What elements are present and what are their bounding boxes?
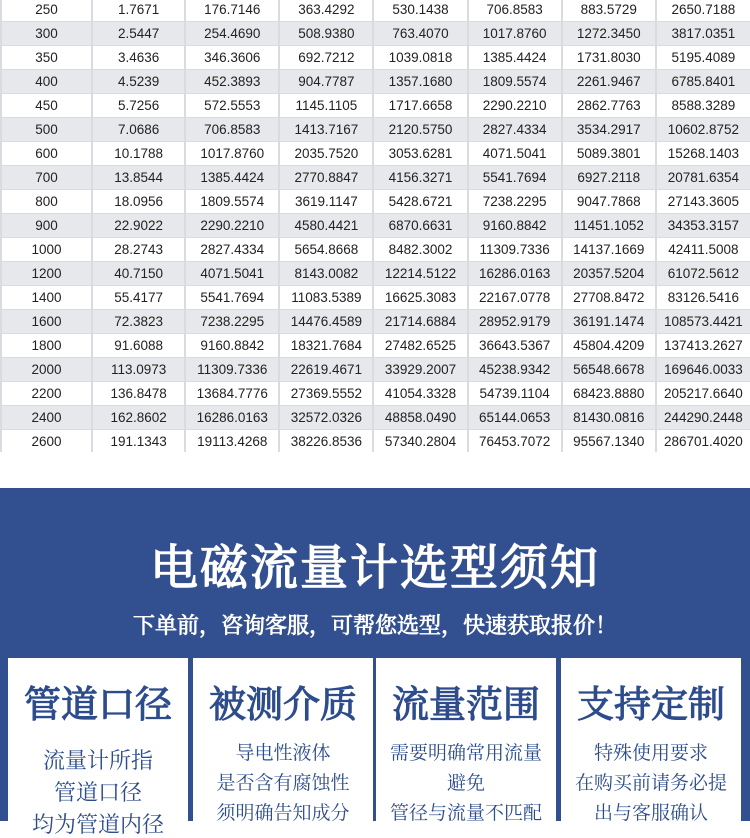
card-line: 管径与流量不匹配	[389, 802, 542, 824]
table-cell: 76453.7072	[469, 430, 561, 453]
table-cell: 54739.1104	[469, 382, 561, 405]
table-cell: 42411.5008	[657, 238, 750, 261]
table-cell: 3619.1147	[280, 190, 372, 213]
table-cell: 13.8544	[93, 166, 184, 189]
diameter-cell: 2400	[2, 406, 91, 429]
card-text	[561, 738, 741, 828]
table-row	[2, 94, 750, 117]
table-cell: 4071.5041	[469, 142, 561, 165]
table-cell: 3.4636	[93, 46, 184, 69]
table-cell: 2290.2210	[469, 94, 561, 117]
table-cell: 176.7146	[186, 0, 278, 21]
card-line: 是否含有腐蚀性	[216, 772, 350, 794]
card-measured-medium	[193, 658, 373, 838]
table-row	[2, 382, 750, 405]
table-cell: 1731.8030	[563, 46, 655, 69]
table-row	[2, 46, 750, 69]
table-cell: 48858.0490	[374, 406, 466, 429]
table-cell: 83126.5416	[657, 286, 750, 309]
card-line: 需要明确常用流量	[389, 742, 542, 764]
table-cell: 28952.9179	[469, 310, 561, 333]
diameter-cell: 1600	[2, 310, 91, 333]
card-customization	[561, 658, 741, 838]
table-cell: 5089.3801	[563, 142, 655, 165]
table-cell: 45238.9342	[469, 358, 561, 381]
diameter-cell: 2600	[2, 430, 91, 453]
table-cell: 572.5553	[186, 94, 278, 117]
table-cell: 36191.1474	[563, 310, 655, 333]
table-row	[2, 70, 750, 93]
table-row	[2, 310, 750, 333]
table-cell: 2261.9467	[563, 70, 655, 93]
table-cell: 9160.8842	[186, 334, 278, 357]
table-cell: 205217.6640	[657, 382, 750, 405]
card-line: 须明确告知成分	[216, 802, 350, 824]
table-row	[2, 214, 750, 237]
table-cell: 108573.4421	[657, 310, 750, 333]
table-row	[2, 334, 750, 357]
table-cell: 36643.5367	[469, 334, 561, 357]
table-cell: 2035.7520	[280, 142, 372, 165]
table-cell: 113.0973	[93, 358, 184, 381]
card-line: 在购买前请务必提	[574, 772, 727, 794]
table-cell: 2827.4334	[469, 118, 561, 141]
table-cell: 286701.4020	[657, 430, 750, 453]
table-cell: 5428.6721	[374, 190, 466, 213]
diameter-cell: 400	[2, 70, 91, 93]
table-cell: 1809.5574	[469, 70, 561, 93]
diameter-cell: 450	[2, 94, 91, 117]
diameter-cell: 300	[2, 22, 91, 45]
table-cell: 137413.2627	[657, 334, 750, 357]
card-title: 流量范围	[392, 683, 540, 726]
table-cell: 14476.4589	[280, 310, 372, 333]
table-cell: 162.8602	[93, 406, 184, 429]
table-cell: 27708.8472	[563, 286, 655, 309]
table-cell: 4580.4421	[280, 214, 372, 237]
table-cell: 1272.3450	[563, 22, 655, 45]
table-row	[2, 430, 750, 453]
table-cell: 22619.4671	[280, 358, 372, 381]
table-cell: 11309.7336	[186, 358, 278, 381]
table-cell: 8588.3289	[657, 94, 750, 117]
table-cell: 191.1343	[93, 430, 184, 453]
table-cell: 28.2743	[93, 238, 184, 261]
table-cell: 3534.2917	[563, 118, 655, 141]
table-cell: 18321.7684	[280, 334, 372, 357]
diameter-cell: 1000	[2, 238, 91, 261]
diameter-cell: 1200	[2, 262, 91, 285]
table-cell: 40.7150	[93, 262, 184, 285]
table-cell: 7238.2295	[469, 190, 561, 213]
table-row	[2, 166, 750, 189]
diameter-cell: 250	[2, 0, 91, 21]
table-cell: 95567.1340	[563, 430, 655, 453]
table-cell: 883.5729	[563, 0, 655, 21]
table-cell: 4156.3271	[374, 166, 466, 189]
table-cell: 81430.0816	[563, 406, 655, 429]
diameter-cell: 2000	[2, 358, 91, 381]
table-cell: 254.4690	[186, 22, 278, 45]
table-cell: 1017.8760	[186, 142, 278, 165]
table-cell: 1039.0818	[374, 46, 466, 69]
card-line: 管道口径	[53, 781, 142, 806]
table-cell: 904.7787	[280, 70, 372, 93]
diameter-cell: 600	[2, 142, 91, 165]
table-cell: 9160.8842	[469, 214, 561, 237]
table-cell: 15268.1403	[657, 142, 750, 165]
table-cell: 763.4070	[374, 22, 466, 45]
table-cell: 22.9022	[93, 214, 184, 237]
diameter-cell: 800	[2, 190, 91, 213]
card-flow-range	[376, 658, 556, 838]
table-cell: 2.5447	[93, 22, 184, 45]
table-cell: 13684.7776	[186, 382, 278, 405]
table-cell: 2290.2210	[186, 214, 278, 237]
diameter-cell: 1400	[2, 286, 91, 309]
table-cell: 2827.4334	[186, 238, 278, 261]
table-cell: 56548.6678	[563, 358, 655, 381]
table-cell: 136.8478	[93, 382, 184, 405]
diameter-cell: 500	[2, 118, 91, 141]
table-cell: 1809.5574	[186, 190, 278, 213]
table-row	[2, 406, 750, 429]
table-row	[2, 238, 750, 261]
table-cell: 20781.6354	[657, 166, 750, 189]
card-text	[8, 746, 188, 838]
table-cell: 530.1438	[374, 0, 466, 21]
table-cell: 169646.0033	[657, 358, 750, 381]
table-cell: 1413.7167	[280, 118, 372, 141]
table-cell: 363.4292	[280, 0, 372, 21]
table-cell: 5.7256	[93, 94, 184, 117]
table-cell: 10602.8752	[657, 118, 750, 141]
table-cell: 19113.4268	[186, 430, 278, 453]
card-line: 导电性液体	[235, 742, 331, 764]
table-cell: 57340.2804	[374, 430, 466, 453]
table-row	[2, 190, 750, 213]
table-cell: 27482.6525	[374, 334, 466, 357]
table-cell: 55.4177	[93, 286, 184, 309]
banner-title: 电磁流量计选型须知	[149, 540, 600, 596]
table-row	[2, 142, 750, 165]
card-title: 被测介质	[209, 683, 357, 726]
diameter-cell: 350	[2, 46, 91, 69]
table-cell: 346.3606	[186, 46, 278, 69]
table-cell: 1357.1680	[374, 70, 466, 93]
table-cell: 16625.3083	[374, 286, 466, 309]
table-cell: 1017.8760	[469, 22, 561, 45]
table-cell: 4.5239	[93, 70, 184, 93]
diameter-cell: 2200	[2, 382, 91, 405]
table-cell: 1385.4424	[186, 166, 278, 189]
table-row	[2, 22, 750, 45]
table-row	[2, 118, 750, 141]
table-cell: 1385.4424	[469, 46, 561, 69]
banner-subtitle: 下单前，咨询客服，可帮您选型，快速获取报价！	[132, 614, 617, 639]
table-cell: 18.0956	[93, 190, 184, 213]
table-cell: 692.7212	[280, 46, 372, 69]
card-title: 支持定制	[577, 683, 725, 726]
table-cell: 8482.3002	[374, 238, 466, 261]
table-cell: 38226.8536	[280, 430, 372, 453]
table-cell: 2862.7763	[563, 94, 655, 117]
table-cell: 8143.0082	[280, 262, 372, 285]
table-cell: 12214.5122	[374, 262, 466, 285]
table-cell: 16286.0163	[469, 262, 561, 285]
card-line: 避免	[446, 772, 485, 794]
table-cell: 1145.1105	[280, 94, 372, 117]
diameter-cell: 700	[2, 166, 91, 189]
table-row	[2, 262, 750, 285]
table-cell: 11083.5389	[280, 286, 372, 309]
table-cell: 45804.4209	[563, 334, 655, 357]
table-cell: 16286.0163	[186, 406, 278, 429]
table-cell: 6870.6631	[374, 214, 466, 237]
table-row	[2, 358, 750, 381]
table-cell: 5195.4089	[657, 46, 750, 69]
table-cell: 91.6088	[93, 334, 184, 357]
table-cell: 72.3823	[93, 310, 184, 333]
card-text	[193, 738, 373, 828]
table-cell: 32572.0326	[280, 406, 372, 429]
card-line: 流量计所指	[42, 749, 153, 774]
table-cell: 5654.8668	[280, 238, 372, 261]
table-cell: 4071.5041	[186, 262, 278, 285]
table-cell: 5541.7694	[469, 166, 561, 189]
table-cell: 11309.7336	[469, 238, 561, 261]
table-cell: 34353.3157	[657, 214, 750, 237]
table-cell: 61072.5612	[657, 262, 750, 285]
table-cell: 244290.2448	[657, 406, 750, 429]
table-cell: 508.9380	[280, 22, 372, 45]
table-cell: 5541.7694	[186, 286, 278, 309]
table-row	[2, 286, 750, 309]
card-title: 管道口径	[24, 683, 172, 726]
table-cell: 706.8583	[186, 118, 278, 141]
table-cell: 7.0686	[93, 118, 184, 141]
table-cell: 2120.5750	[374, 118, 466, 141]
table-cell: 452.3893	[186, 70, 278, 93]
table-cell: 68423.8880	[563, 382, 655, 405]
card-pipe-diameter	[8, 658, 188, 838]
card-line: 出与客服确认	[593, 802, 708, 824]
table-cell: 1717.6658	[374, 94, 466, 117]
table-cell: 9047.7868	[563, 190, 655, 213]
table-cell: 706.8583	[469, 0, 561, 21]
table-cell: 2650.7188	[657, 0, 750, 21]
table-cell: 2770.8847	[280, 166, 372, 189]
table-cell: 22167.0778	[469, 286, 561, 309]
table-cell: 21714.6884	[374, 310, 466, 333]
card-line: 均为管道内径	[31, 813, 164, 838]
table-cell: 3053.6281	[374, 142, 466, 165]
table-cell: 7238.2295	[186, 310, 278, 333]
table-cell: 27143.3605	[657, 190, 750, 213]
table-cell: 6927.2118	[563, 166, 655, 189]
table-cell: 41054.3328	[374, 382, 466, 405]
diameter-cell: 1800	[2, 334, 91, 357]
table-cell: 14137.1669	[563, 238, 655, 261]
table-cell: 10.1788	[93, 142, 184, 165]
table-row	[2, 0, 750, 21]
table-cell: 11451.1052	[563, 214, 655, 237]
table-cell: 6785.8401	[657, 70, 750, 93]
card-line: 特殊使用要求	[593, 742, 708, 764]
table-cell: 1.7671	[93, 0, 184, 21]
table-cell: 3817.0351	[657, 22, 750, 45]
table-cell: 33929.2007	[374, 358, 466, 381]
table-cell: 27369.5552	[280, 382, 372, 405]
table-cell: 65144.0653	[469, 406, 561, 429]
card-text	[376, 738, 556, 828]
table-cell: 20357.5204	[563, 262, 655, 285]
diameter-cell: 900	[2, 214, 91, 237]
